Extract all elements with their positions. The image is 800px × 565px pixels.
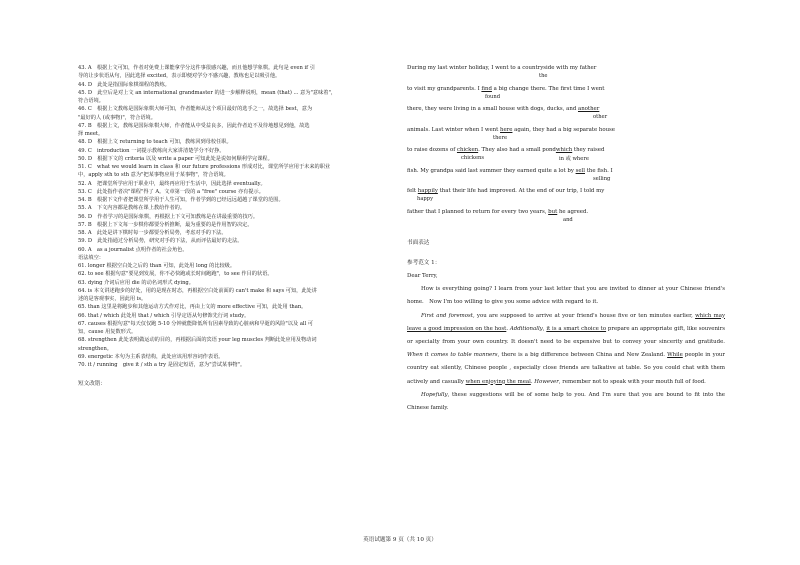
correction-word: the bbox=[539, 73, 548, 79]
answer-line: strengthen。 bbox=[78, 345, 112, 352]
line-text: he agreed. bbox=[557, 208, 589, 215]
transition-phrase: When it comes to table manners bbox=[407, 352, 498, 359]
answer-line: 48. D 根据上文 returning to teach 可知，教练回到母校任职。 bbox=[78, 139, 232, 146]
correction-line bbox=[407, 167, 725, 188]
paragraph-text: , bbox=[542, 325, 547, 332]
line-text: there, they were living in a small house with dogs, ducks, and bbox=[407, 106, 578, 112]
answer-line: 导的让步状语从句，因此选择 excited，表示即便对学分不感兴趣，教练也足以吸引他。 bbox=[78, 73, 281, 80]
correction-line bbox=[407, 187, 725, 208]
line-text: they raised bbox=[572, 147, 605, 153]
paragraph-text: , remember not to speak with your mouth full of food. bbox=[558, 378, 706, 385]
paragraph-text: . bbox=[530, 378, 535, 385]
letter-greeting: Dear Terry, bbox=[407, 273, 438, 279]
correction-word: in 或 where bbox=[559, 156, 589, 162]
line-text: again, they had a big separate house bbox=[512, 126, 615, 133]
answer-line: 述的是客观事实，因此用 is。 bbox=[78, 296, 147, 302]
error-word: which bbox=[555, 147, 573, 153]
correction-line bbox=[407, 208, 725, 229]
transition-phrase: First and foremost bbox=[421, 312, 473, 319]
deleted-word: a bbox=[517, 65, 521, 71]
line-text: to raise dozens of bbox=[407, 147, 457, 153]
answer-line: 50. D 根据下文的 criteria 以及 write a paper 可知此处是说如何顺利学完课程。 bbox=[78, 155, 273, 162]
answer-line: "最好的人 (或事物)"，符合语境。 bbox=[78, 114, 156, 121]
error-word: find bbox=[481, 85, 492, 92]
line-text: to visit my grandparents. I bbox=[407, 85, 482, 92]
answer-line: 54. B 根据下文作者把课堂所学用于人生可知，作者学到的已经远远超越了课堂的范围。 bbox=[78, 197, 284, 203]
answer-line: 语法填空： bbox=[78, 254, 104, 261]
error-word: sell bbox=[575, 167, 585, 174]
answer-line: 60. A as a journalist 点明作者的社会角色。 bbox=[78, 246, 188, 253]
answer-line: 51. C what we would learn in class 和 our future professions 形成对比，课堂所学应用于未来的职业 bbox=[78, 164, 331, 170]
transition-phrase: Hopefully bbox=[421, 391, 448, 398]
answer-line: 58. A 此处是讲下棋时每一步都要分析局势，考虑对手的下法。 bbox=[78, 230, 227, 236]
letter-paragraph-1: How is everything going? I learn from your last letter that you are invited to dinner at your Chinese friend's home. Now I'm too willing to give you some advice with regard to it. bbox=[407, 286, 725, 306]
error-word: but bbox=[548, 208, 558, 215]
highlight-phrase: when enjoying the meal bbox=[465, 378, 531, 385]
letter-paragraph-3 bbox=[407, 389, 725, 415]
line-text: During my last winter holiday, I went to bbox=[407, 65, 518, 71]
writing-heading: 书面表达 bbox=[407, 240, 430, 246]
answer-line: 43. A 根据上文可知，作者对免费上课能拿学分这件事很感兴趣，而且他想学象棋。此句是 even if 引 bbox=[78, 65, 315, 71]
line-text: felt bbox=[407, 188, 418, 194]
error-word: another bbox=[577, 106, 600, 112]
line-text: fish. My grandpa said last summer they earned quite a lot by bbox=[407, 167, 576, 174]
error-word: here bbox=[500, 126, 513, 133]
answer-line: 70. it / running give it / sth a try 是固定短语，意为"尝试某事物"。 bbox=[78, 362, 246, 368]
paragraph-text: , you are supposed to arrive at your friend's house five or ten minutes earlier, bbox=[472, 312, 696, 319]
paragraph-text: , there is a big difference between China and New Zealand. bbox=[497, 352, 668, 359]
error-word: chicken bbox=[456, 147, 479, 153]
answer-line: 47. B 根据上文，教练是国际象棋大师，作者能从中受益良多，因此作者迫不及待地想见到他，故选 bbox=[78, 122, 310, 129]
answer-line: 知，cause 用复数形式。 bbox=[78, 329, 137, 335]
error-correction-passage bbox=[407, 64, 725, 228]
answer-line: 57. B 根据上下文每一步棋你都要分析推断，最为重要的是作用智的决定。 bbox=[78, 221, 253, 228]
line-text: animals. Last winter when I went bbox=[407, 126, 501, 133]
highlight-phrase: While bbox=[667, 352, 683, 359]
paragraph-text: people in your country eat silently, Chinese people , especially close friends are talkative at table. So you could chat with them actively and casually bbox=[407, 352, 725, 385]
correction-line bbox=[407, 64, 725, 85]
paragraph-text: prepare an appropriate gift, like souvenirs or specialty from your own country. It doesn't need to be expensive but to convey your sincerity and gratitude. bbox=[407, 325, 725, 346]
answer-line: 63. dying 介词后应用 die 的动名词形式 dying。 bbox=[78, 279, 194, 286]
answer-explanation-list bbox=[78, 64, 408, 369]
answer-line: 68. strengthen 此处表明做运动的目的，再根据后面的宾语 your leg muscles 判断此处应用及物动词 bbox=[78, 337, 317, 344]
correction-word: chickens bbox=[461, 155, 485, 161]
line-text: . They also had a small pond bbox=[478, 147, 556, 153]
correction-and-writing-column bbox=[407, 64, 725, 415]
line-text: a big change there. The first time I went bbox=[491, 85, 605, 92]
correction-word: selling bbox=[593, 175, 611, 182]
error-correction-heading: 短文改错： bbox=[78, 381, 106, 388]
line-text: the fish. I bbox=[584, 167, 613, 174]
answer-line: 53. C 此处指作者决"课程"得了 A。文章第一段的 a "free" course 亦有提示。 bbox=[78, 188, 264, 195]
correction-line bbox=[407, 85, 725, 106]
answer-line: 46. C 根据上文教练是国际象棋大师可知，作者能师从这个项目最好的选手之一，故选择 best，意为 bbox=[78, 106, 313, 113]
highlight-phrase: which may leave a good impression on the host bbox=[407, 312, 725, 332]
correction-line bbox=[407, 146, 725, 167]
answer-line: 65. than 这里是将跑步和其他运动方式作对比，再由上文的 more effective 可知，此处用 than。 bbox=[78, 304, 307, 311]
answer-line: 62. to see 根据句意"要见到发展，你不必快跑或长时间跑跑"，to see 作目的状语。 bbox=[78, 271, 273, 278]
answer-line: 择 meet。 bbox=[78, 131, 104, 137]
correction-word: and bbox=[563, 216, 573, 223]
line-text: that their life had improved. At the end of our trip, I told my bbox=[437, 188, 605, 194]
paragraph-text: . bbox=[506, 325, 510, 332]
answer-key-column bbox=[78, 64, 408, 387]
answer-line: 55. A 下文内容都是教练在课上教给作者的。 bbox=[78, 205, 186, 212]
page-footer: 英语试题第 9 页（共 10 页） bbox=[363, 537, 437, 543]
correction-line bbox=[407, 105, 725, 126]
answer-line: 56. D 作者学习的是国际象棋，再根据上下文可知教练是在讲最重要的技巧。 bbox=[78, 213, 259, 220]
correction-word: found bbox=[485, 93, 501, 100]
line-text: father that I planned to return bbox=[407, 208, 492, 215]
line-text: every two years, bbox=[499, 208, 549, 215]
answer-line: 49. C introduction 一词提示教练向大家讲清楚学分不好挣。 bbox=[78, 147, 225, 154]
paragraph-text: , these suggestions will be of some help to you. And I'm sure that you are bound to fit into the Chinese family. bbox=[407, 391, 725, 412]
answer-line: 45. D 此空后是对上文 an international grandmaster 的进一步解释说明，mean (that) ... 意为"意味着"， bbox=[78, 89, 337, 96]
correction-word: happy bbox=[417, 196, 434, 202]
deleted-word: for bbox=[491, 208, 500, 215]
answer-line: 52. A 把课堂所学应用于职业中，最终再应用于生活中，因此选择 eventually。 bbox=[78, 180, 266, 187]
answer-line: 67. causes 根据句意"每天仅仅跑 5-10 分钟就能降低所有因素导致的心脏病和早逝的风险"以及 all 可 bbox=[78, 320, 314, 327]
answer-line: 59. D 此处指通过分析局势，研究对手的下法，从而评估最好的走法。 bbox=[78, 238, 243, 245]
answer-line: 66. that / which 此处用 that / which 引导定语从句修饰先行词 study。 bbox=[78, 312, 250, 319]
answer-line: 61. longer 根据空白处之后的 than 可知，此处用 long 的比较级。 bbox=[78, 263, 236, 269]
error-word: happily bbox=[417, 188, 438, 194]
correction-word: other bbox=[593, 114, 608, 120]
answer-line: 中，apply sth to sth 意为"把某事物应用于某事物"，符合语境。 bbox=[78, 172, 229, 179]
answer-line: 44. D 此处是指国际象棋课程的教练。 bbox=[78, 81, 170, 88]
answer-line: 64. is 本文讲述跑步的好处，用的是现在时态，再根据空白处前面的 can't make 和 says 可知，此处讲 bbox=[78, 287, 317, 294]
correction-word: there bbox=[493, 134, 508, 141]
sample-essay-title: 参考范文 1： bbox=[407, 260, 441, 266]
correction-line bbox=[407, 126, 725, 147]
transition-phrase: However bbox=[534, 378, 559, 385]
answer-line: 符合语境。 bbox=[78, 98, 104, 104]
letter-paragraph-2 bbox=[407, 310, 725, 389]
highlight-phrase: it is a smart choice to bbox=[546, 325, 607, 332]
answer-line: 69. energetic 本句为主系表结构，此处应该用形容词作表语。 bbox=[78, 353, 224, 360]
transition-phrase: Additionally bbox=[509, 325, 543, 332]
line-text: countryside with my father bbox=[520, 65, 597, 71]
